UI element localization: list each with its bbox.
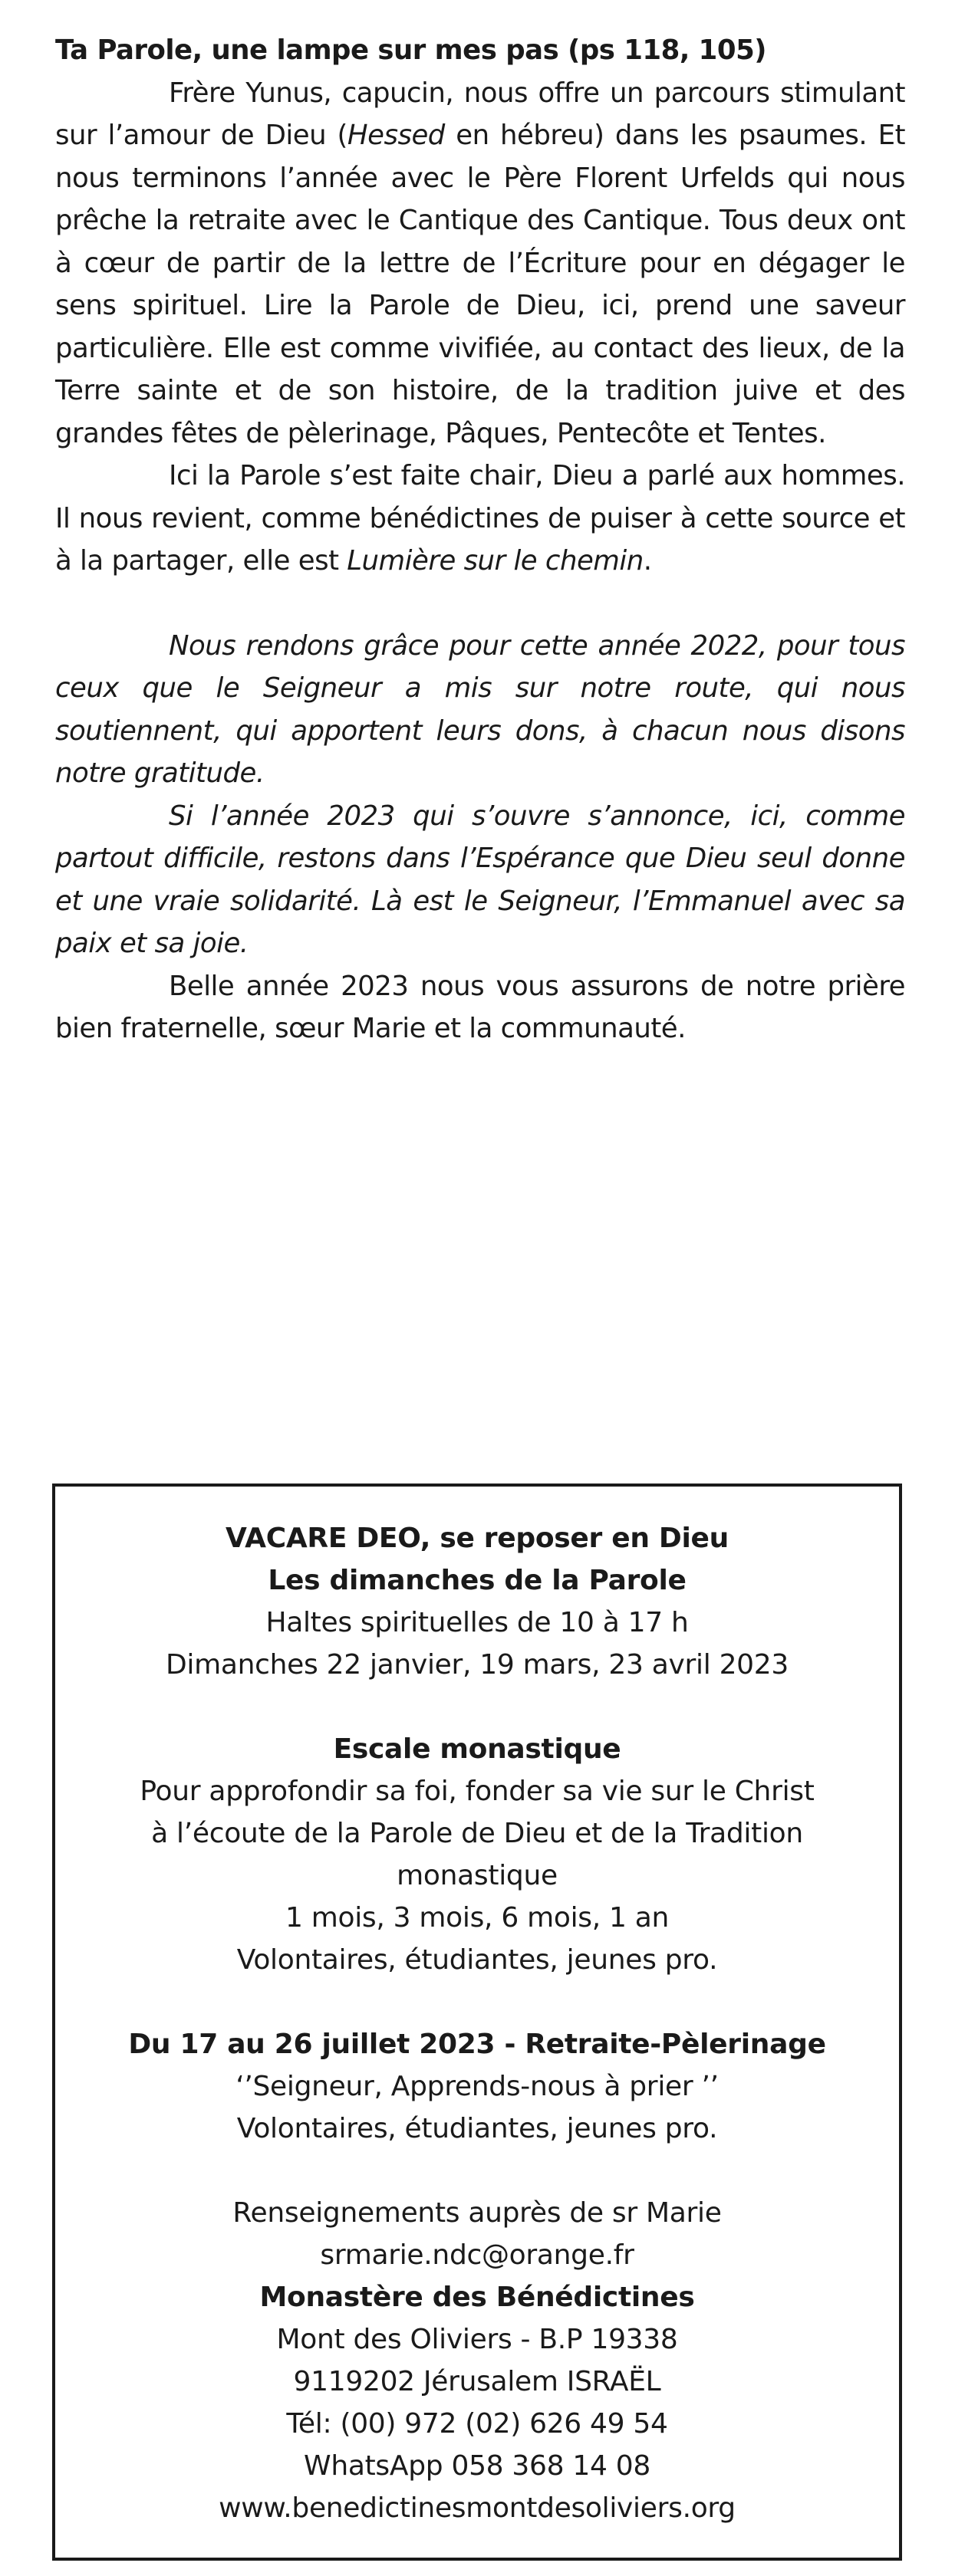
- article-title: Ta Parole, une lampe sur mes pas (ps 118, 105): [55, 34, 766, 66]
- website-line: www.benedictinesmontdesoliviers.org: [219, 2492, 736, 2524]
- article: [55, 29, 905, 1050]
- escale-line-2: à l’écoute de la Parole de Dieu et de la Tradition: [151, 1818, 803, 1849]
- retraite-theme: ‘’Seigneur, Apprends-nous à prier ’’: [235, 2071, 719, 2102]
- paragraph-1-text-a: Frère Yunus, capucin, nous offre un parcours stimulant sur l’amour de Dieu (: [55, 77, 905, 151]
- audience-line-2: Volontaires, étudiantes, jeunes pro.: [236, 2113, 718, 2144]
- paragraph-2-text-a: Ici la Parole s’est faite chair, Dieu a parlé aux hommes. Il nous revient, comme bénédictines de puiser à cette source et à la partager, elle est: [55, 460, 905, 577]
- email-address: srmarie.ndc@orange.fr: [320, 2239, 634, 2271]
- hessed-term: Hessed: [347, 120, 445, 151]
- phone-line: Tél: (00) 972 (02) 626 49 54: [286, 2408, 668, 2440]
- escale-line-3: monastique: [397, 1860, 558, 1891]
- dimanches-title: Les dimanches de la Parole: [268, 1565, 687, 1596]
- address-line-1: Mont des Oliviers - B.P 19338: [276, 2324, 678, 2355]
- contact-intro: Renseignements auprès de sr Marie: [232, 2197, 722, 2229]
- retraite-title: Du 17 au 26 juillet 2023 - Retraite-Pèlerinage: [128, 2029, 826, 2060]
- durations-line: 1 mois, 3 mois, 6 mois, 1 an: [285, 1902, 670, 1934]
- address-line-2: 9119202 Jérusalem ISRAËL: [293, 2366, 661, 2397]
- paragraph-5: Belle année 2023 nous vous assurons de notre prière bien fraternelle, sœur Marie et la communauté.: [55, 970, 905, 1044]
- whatsapp-line: WhatsApp 058 368 14 08: [304, 2450, 650, 2482]
- paragraph-3: Nous rendons grâce pour cette année 2022, pour tous ceux que le Seigneur a mis sur notre route, qui nous soutiennent, qui apportent leurs dons, à chacun nous disons notre gratitude.: [55, 629, 905, 789]
- haltes-line: Haltes spirituelles de 10 à 17 h: [265, 1607, 689, 1638]
- paragraph-spacer: [55, 583, 905, 625]
- paragraph-2: [55, 455, 905, 583]
- vacare-title: VACARE DEO, se reposer en Dieu: [226, 1523, 729, 1554]
- monastery-name: Monastère des Bénédictines: [259, 2282, 695, 2313]
- box-spacer: [55, 1981, 899, 2023]
- lumiere-phrase: Lumière sur le chemin: [347, 545, 644, 577]
- audience-line-1: Volontaires, étudiantes, jeunes pro.: [236, 1944, 718, 1976]
- box-spacer: [55, 2150, 899, 2192]
- info-box-content: [55, 1517, 899, 2529]
- dates-line: Dimanches 22 janvier, 19 mars, 23 avril 2023: [165, 1649, 789, 1681]
- paragraph-2-text-b: .: [643, 545, 652, 577]
- box-spacer: [55, 1686, 899, 1728]
- paragraph-1: [55, 72, 905, 455]
- escale-title: Escale monastique: [333, 1733, 621, 1765]
- escale-line-1: Pour approfondir sa foi, fonder sa vie sur le Christ: [140, 1776, 815, 1807]
- info-box: [52, 1484, 902, 2561]
- paragraph-1-text-b: en hébreu) dans les psaumes. Et nous terminons l’année avec le Père Florent Urfelds qui nous prêche la retraite avec le Cantique des Cantique. Tous deux ont à cœur de partir de la lettre de l’Écriture pour en dégager le sens spirituel. Lire la Parole de Dieu, ici, prend une saveur particulière. Elle est comme vivifiée, au contact des lieux, de la Terre sainte et de son histoire, de la tradition juive et des grandes fêtes de pèlerinage, Pâques, Pentecôte et Tentes.: [55, 120, 905, 449]
- paragraph-4: Si l’année 2023 qui s’ouvre s’annonce, ici, comme partout difficile, restons dans l’Espérance que Dieu seul donne et une vraie solidarité. Là est le Seigneur, l’Emmanuel avec sa paix et sa joie.: [55, 800, 905, 959]
